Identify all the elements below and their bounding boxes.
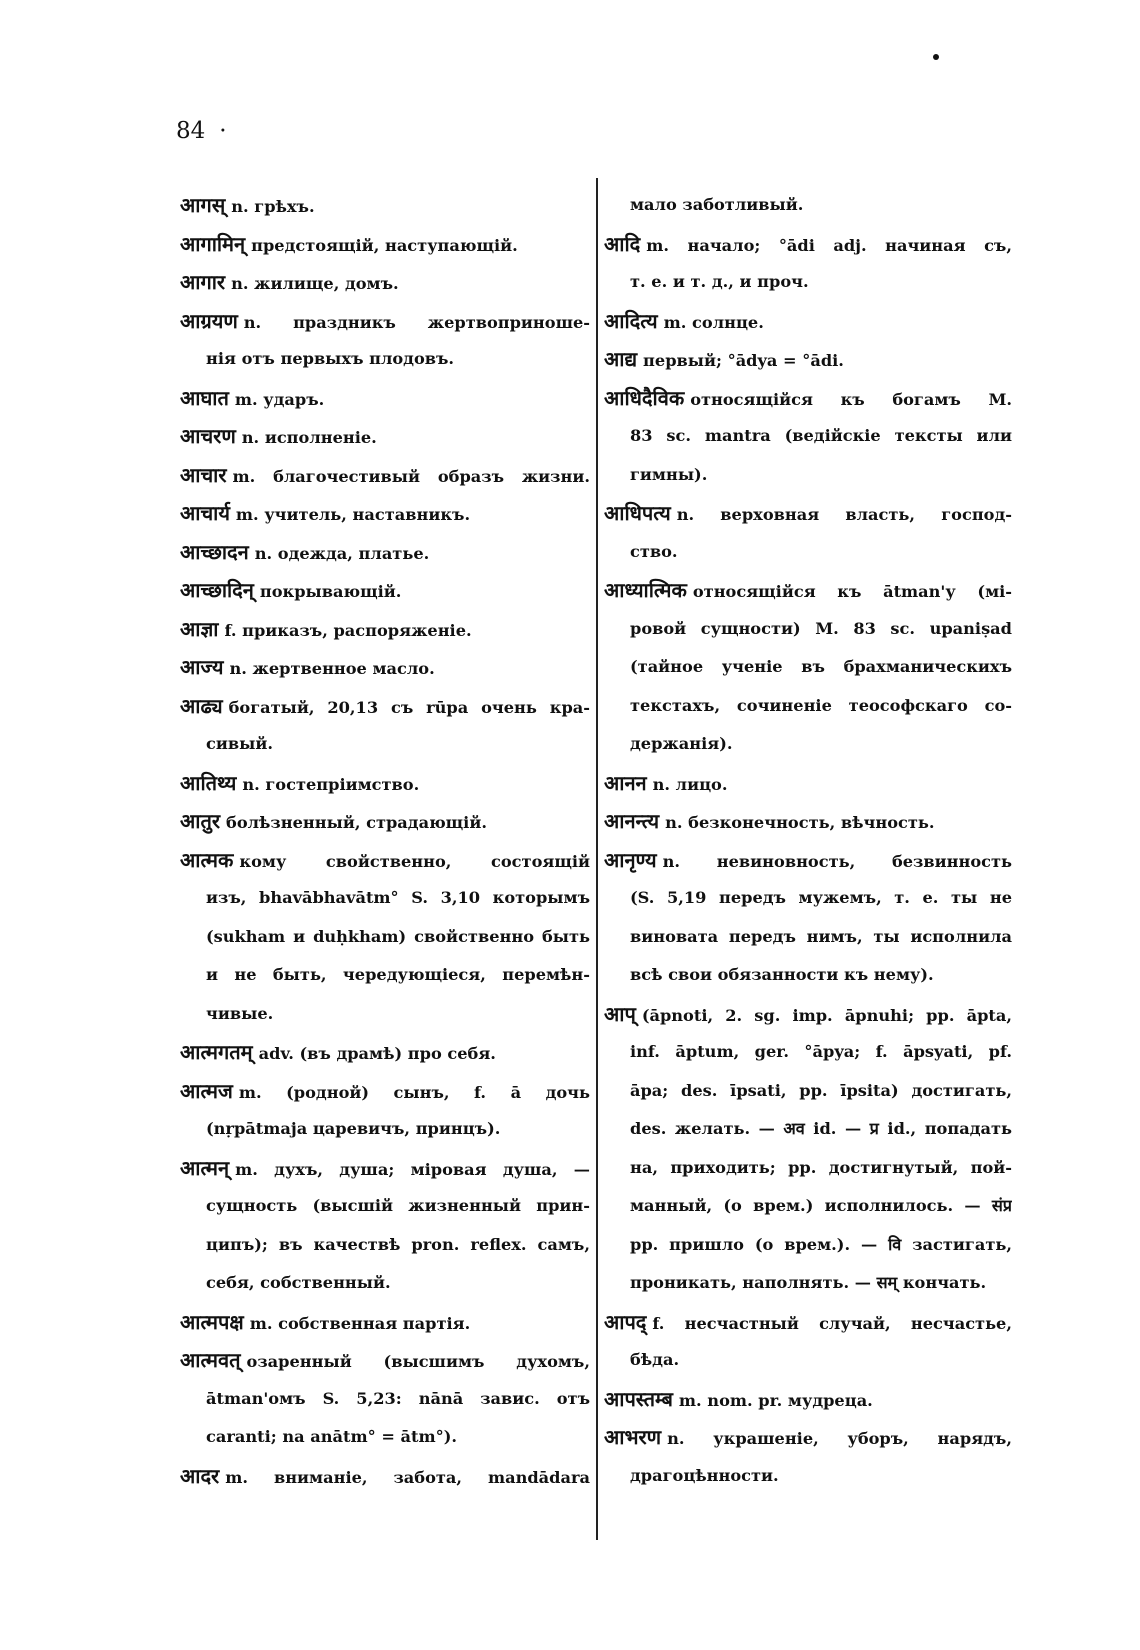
- entry-continuation: [604, 879, 1012, 918]
- headword: आप्: [604, 1001, 636, 1026]
- definition-text: сивый.: [206, 734, 273, 753]
- dictionary-entry: [180, 494, 590, 533]
- definition-text: богатый, 20,13 съ rūpa очень кра-: [228, 697, 590, 717]
- definition-text: des. желать. — अव id. — प्र id., попадать: [630, 1119, 1012, 1138]
- dictionary-entry: [604, 1380, 1012, 1419]
- dictionary-entry: [604, 302, 1012, 341]
- definition-text: изъ, bhavābhavātm° S. 3,10 которымъ: [206, 888, 590, 907]
- page-number-value: 84: [176, 118, 206, 144]
- entry-continuation: [180, 918, 590, 957]
- definition-text: (nṛpātmaja царевичъ, принцъ).: [206, 1119, 501, 1138]
- headword: आत्मवत्: [180, 1348, 241, 1372]
- definition-text: всѣ свои обязанности къ нему).: [630, 965, 934, 984]
- dictionary-entry: [604, 1418, 1012, 1457]
- headword: आतुर: [180, 809, 221, 833]
- headword: आत्मगतम्: [180, 1040, 253, 1064]
- definition-text: 83 sc. mantra (ведійскіе тексты или: [630, 426, 1012, 445]
- definition-text: болѣзненный, страдающій.: [226, 813, 487, 832]
- headword: आतिथ्य: [180, 770, 237, 795]
- entry-continuation: [604, 1033, 1012, 1072]
- dictionary-entry: [604, 571, 1012, 610]
- dictionary-entry: [180, 1457, 590, 1496]
- definition-text: на, приходить; pp. достигнутый, пой-: [630, 1157, 1012, 1177]
- headword: आज्ञा: [180, 616, 219, 641]
- definition-text: манный, (о врем.) исполнилось. — संप्र: [630, 1196, 1012, 1215]
- headword: आगस्: [180, 193, 226, 217]
- entry-continuation: [604, 648, 1012, 687]
- definition-text: n. безконечность, вѣчность.: [665, 813, 935, 832]
- definition-text: m. солнце.: [663, 312, 764, 332]
- definition-text: (S. 5,19 передъ мужемъ, т. е. ты не: [630, 888, 1012, 907]
- dictionary-entry: [180, 456, 590, 495]
- headword: आध्यात्मिक: [604, 578, 687, 602]
- entry-continuation: [604, 1149, 1012, 1188]
- definition-text: гимны).: [630, 464, 708, 484]
- definition-text: adv. (въ драмѣ) про себя.: [258, 1044, 496, 1063]
- dictionary-entry: [180, 610, 590, 649]
- definition-text: драгоцѣнности.: [630, 1465, 779, 1485]
- dictionary-entry: [604, 225, 1012, 264]
- headword: आगार: [180, 270, 226, 294]
- definition-text: нія отъ первыхъ плодовъ.: [206, 349, 455, 368]
- definition-text: сущность (высшій жизненный прин-: [206, 1196, 590, 1215]
- definition-text: inf. āptum, ger. °āpya; f. āpsyati, pf.: [630, 1042, 1012, 1061]
- definition-text: m. собственная партія.: [249, 1313, 471, 1333]
- definition-text: n. гостепріимство.: [242, 774, 420, 794]
- corner-mark: [933, 54, 939, 60]
- definition-text: m. (родной) сынъ, f. ā дочь: [238, 1082, 590, 1102]
- definition-text: покрывающій.: [259, 582, 402, 601]
- definition-text: m. духъ, душа; міровая душа, —: [235, 1159, 590, 1179]
- headword: आदित्य: [604, 308, 658, 333]
- definition-text: виновата передъ нимъ, ты исполнила: [630, 926, 1012, 946]
- dictionary-entry: [180, 571, 590, 610]
- dictionary-entry: [180, 225, 590, 264]
- entry-continuation: [604, 610, 1012, 649]
- entry-continuation: [604, 1110, 1012, 1149]
- definition-text: бѣда.: [630, 1350, 680, 1369]
- definition-text: относящійся къ ātman'у (мі-: [692, 582, 1012, 601]
- column-divider: [596, 178, 598, 1540]
- dictionary-entry: [180, 687, 590, 726]
- definition-text: (sukham и duḥkham) свойственно быть: [206, 926, 590, 946]
- definition-text: pp. пришло (о врем.). — वि застигать,: [630, 1234, 1012, 1254]
- entry-continuation: [604, 1264, 1012, 1303]
- definition-text: чивые.: [206, 1003, 274, 1023]
- definition-text: n. праздникъ жертвоприноше-: [243, 312, 590, 332]
- headword: आचरण: [180, 424, 236, 448]
- entry-continuation: [180, 1380, 590, 1419]
- entry-continuation: [180, 995, 590, 1034]
- definition-text: m. ударъ.: [234, 389, 325, 409]
- dictionary-entry: [180, 302, 590, 341]
- definition-text: n. лицо.: [652, 774, 728, 794]
- definition-text: n. невиновность, безвинность: [662, 851, 1012, 871]
- entry-continuation: [604, 1072, 1012, 1111]
- definition-text: f. несчастный случай, несчастье,: [652, 1313, 1012, 1333]
- entry-continuation: [180, 1418, 590, 1457]
- headword: आभरण: [604, 1425, 662, 1449]
- definition-text: относящійся къ богамъ M.: [690, 389, 1012, 409]
- definition-text: ātman'омъ S. 5,23: nānā завис. отъ: [206, 1388, 590, 1408]
- dictionary-entry: [604, 494, 1012, 533]
- definition-text: (тайное ученіе въ брахманическихъ: [630, 657, 1012, 676]
- dictionary-entry: [180, 802, 590, 841]
- headword: आत्मक: [180, 847, 234, 872]
- headword: आनन्त्य: [604, 809, 660, 833]
- headword: आग्रयण: [180, 308, 238, 333]
- headword: आत्मपक्ष: [180, 1309, 244, 1334]
- definition-text: n. верховная власть, господ-: [676, 505, 1012, 524]
- right-column: [604, 186, 1012, 1495]
- definition-text: первый; °ādya = °ādi.: [643, 351, 844, 370]
- entry-continuation: [604, 1457, 1012, 1496]
- definition-text: m. благочестивый образъ жизни.: [232, 466, 590, 486]
- dictionary-entry: [180, 1303, 590, 1342]
- definition-text: предстоящій, наступающій.: [251, 235, 518, 255]
- dictionary-entry: [180, 841, 590, 880]
- entry-continuation: [604, 263, 1012, 302]
- definition-text: текстахъ, сочиненіе теософскаго со-: [630, 695, 1012, 715]
- entry-continuation: [604, 956, 1012, 995]
- dictionary-entry: [180, 1149, 590, 1188]
- definition-text: caranti; na anātm° = ātm°).: [206, 1427, 458, 1446]
- definition-text: мало заботливый.: [630, 195, 804, 214]
- dictionary-entry: [180, 1072, 590, 1111]
- dictionary-entry: [604, 995, 1012, 1034]
- definition-text: n. исполненіе.: [241, 428, 377, 447]
- definition-text: себя, собственный.: [206, 1273, 391, 1292]
- entry-continuation: [180, 1110, 590, 1149]
- definition-text: m. учитель, наставникъ.: [235, 505, 471, 524]
- headword: आघात: [180, 385, 229, 410]
- headword: आद्य: [604, 347, 638, 371]
- definition-text: n. грѣхъ.: [231, 197, 315, 216]
- headword: आधिदैविक: [604, 385, 685, 410]
- definition-text: m. nom. pr. мудреца.: [678, 1390, 873, 1410]
- dictionary-entry: [180, 263, 590, 302]
- headword: आत्मन्: [180, 1155, 230, 1180]
- page-number: [176, 118, 227, 144]
- entry-continuation: [180, 340, 590, 379]
- headword: आत्मज: [180, 1078, 233, 1103]
- headword: आगामिन्: [180, 231, 246, 256]
- definition-text: держанія).: [630, 734, 733, 753]
- entry-continuation: [180, 956, 590, 995]
- definition-text: (āpnoti, 2. sg. imp. āpnuhi; pp. āpta,: [641, 1005, 1012, 1025]
- dictionary-entry: [180, 533, 590, 572]
- entry-continuation: [604, 918, 1012, 957]
- headword: आचार्य: [180, 501, 230, 525]
- entry-continuation: [604, 417, 1012, 456]
- headword: आचार: [180, 462, 227, 487]
- entry-continuation: [180, 879, 590, 918]
- dictionary-entry: [180, 648, 590, 687]
- left-column: [180, 186, 590, 1495]
- dictionary-entry: [604, 841, 1012, 880]
- dictionary-entry: [180, 379, 590, 418]
- entry-continuation: [604, 687, 1012, 726]
- headword: आपस्तम्ब: [604, 1386, 673, 1411]
- dictionary-entry: [604, 802, 1012, 841]
- entry-continuation: [604, 186, 1012, 225]
- dictionary-entry: [180, 764, 590, 803]
- dictionary-entry: [180, 186, 590, 225]
- definition-text: f. приказъ, распоряженіе.: [224, 620, 472, 640]
- entry-continuation: [604, 725, 1012, 764]
- definition-text: m. начало; °ādi adj. начиная съ,: [646, 235, 1012, 255]
- entry-continuation: [604, 533, 1012, 572]
- definition-text: проникать, наполнять. — सम् кончать.: [630, 1273, 987, 1292]
- definition-text: озаренный (высшимъ духомъ,: [246, 1352, 590, 1371]
- definition-text: āpa; des. īpsati, pp. īpsita) достигать,: [630, 1080, 1012, 1100]
- definition-text: n. украшеніе, уборъ, нарядъ,: [667, 1429, 1012, 1448]
- entry-continuation: [180, 1264, 590, 1303]
- entry-continuation: [180, 1187, 590, 1226]
- dictionary-entry: [604, 1303, 1012, 1342]
- definition-text: n. одежда, платье.: [254, 543, 430, 563]
- dictionary-entry: [180, 417, 590, 456]
- headword: आपद्: [604, 1309, 647, 1334]
- entry-continuation: [180, 725, 590, 764]
- headword: आच्छादिन्: [180, 578, 254, 602]
- headword: आच्छादन: [180, 539, 249, 564]
- headword: आधिपत्य: [604, 501, 671, 525]
- headword: आज्य: [180, 655, 224, 679]
- entry-continuation: [604, 1187, 1012, 1226]
- headword: आनन: [604, 770, 647, 795]
- dictionary-entry: [604, 379, 1012, 418]
- dictionary-entry: [604, 764, 1012, 803]
- definition-text: т. е. и т. д., и проч.: [630, 272, 809, 291]
- definition-text: ство.: [630, 541, 678, 561]
- dictionary-entry: [180, 1341, 590, 1380]
- dictionary-entry: [604, 340, 1012, 379]
- entry-continuation: [604, 456, 1012, 495]
- entry-continuation: [180, 1226, 590, 1265]
- headword: आनृण्य: [604, 847, 657, 872]
- definition-text: и не быть, чередующіеся, перемѣн-: [206, 965, 590, 984]
- dictionary-entry: [180, 1033, 590, 1072]
- definition-text: ципъ); въ качествѣ pron. reflex. самъ,: [206, 1234, 590, 1254]
- definition-text: ровой сущности) M. 83 sc. upaniṣad: [630, 618, 1012, 638]
- headword: आढ्य: [180, 693, 223, 718]
- headword: आदि: [604, 231, 641, 256]
- headword: आदर: [180, 1463, 220, 1488]
- definition-text: n. жилище, домъ.: [231, 274, 399, 293]
- definition-text: n. жертвенное масло.: [229, 659, 435, 678]
- entry-continuation: [604, 1341, 1012, 1380]
- definition-text: кому свойственно, состоящій: [239, 851, 590, 871]
- entry-continuation: [604, 1226, 1012, 1265]
- definition-text: m. вниманіе, забота, mandādara: [225, 1467, 590, 1487]
- page-number-dot: ·: [219, 118, 227, 144]
